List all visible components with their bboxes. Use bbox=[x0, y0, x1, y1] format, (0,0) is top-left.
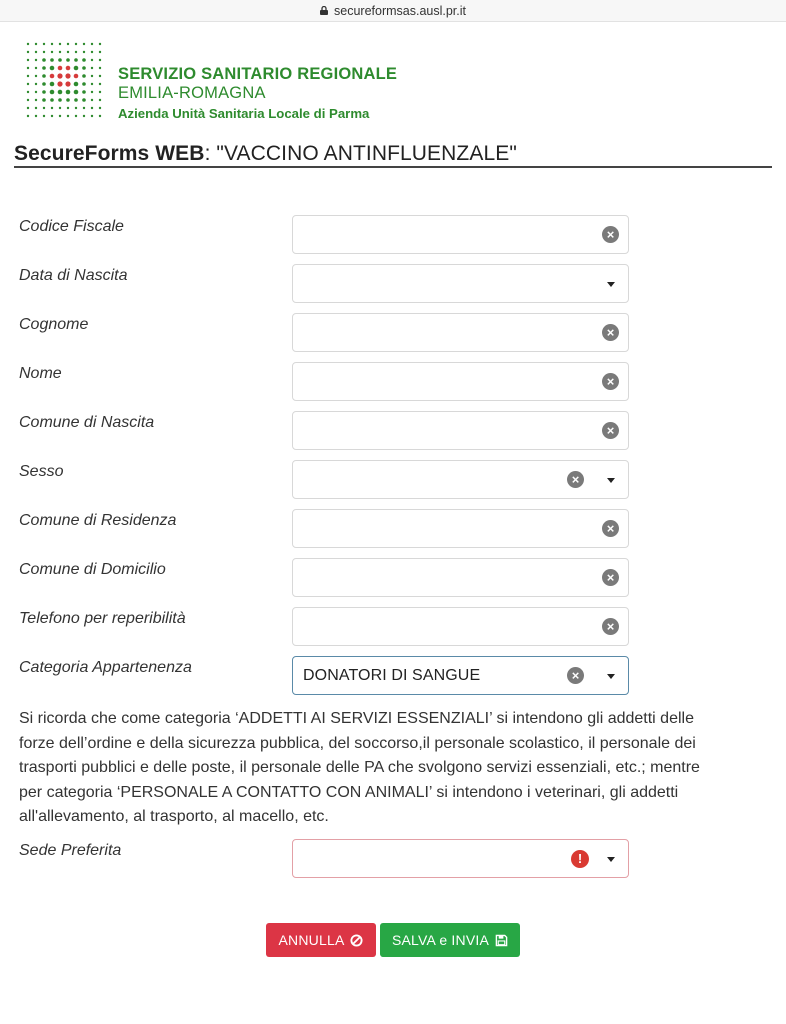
logo-dot bbox=[91, 51, 93, 53]
logo-line-3: Azienda Unità Sanitaria Locale di Parma bbox=[118, 106, 370, 121]
logo-dot bbox=[99, 75, 101, 77]
telefono-input[interactable] bbox=[292, 607, 629, 646]
logo-dot bbox=[59, 107, 61, 109]
logo-dot bbox=[50, 82, 55, 87]
error-icon: ! bbox=[571, 850, 589, 868]
logo-dot bbox=[91, 91, 93, 93]
logo-dot bbox=[42, 82, 46, 86]
save-button-label: SALVA e INVIA bbox=[391, 932, 490, 948]
logo-dot bbox=[74, 82, 79, 87]
logo-dot bbox=[67, 51, 69, 53]
form-row-comune-residenza bbox=[0, 509, 786, 549]
floppy-disk-icon bbox=[495, 934, 508, 947]
logo-dot bbox=[43, 43, 45, 45]
logo-dot bbox=[67, 107, 69, 109]
logo-dot bbox=[35, 59, 37, 61]
logo-dot bbox=[51, 115, 53, 117]
logo-dot bbox=[66, 98, 70, 102]
logo-dot bbox=[99, 51, 101, 53]
cancel-button-label: ANNULLA bbox=[278, 932, 345, 948]
logo-dot bbox=[35, 43, 37, 45]
logo-dot bbox=[91, 115, 93, 117]
comune-nascita-input[interactable] bbox=[292, 411, 629, 450]
form-row-sede-preferita bbox=[0, 839, 786, 879]
logo-dot bbox=[42, 66, 46, 70]
url-text: secureformsas.ausl.pr.it bbox=[334, 3, 466, 18]
clear-icon[interactable]: × bbox=[602, 569, 619, 586]
logo-dot bbox=[35, 107, 37, 109]
logo-dot bbox=[50, 74, 55, 79]
logo-dot bbox=[51, 51, 53, 53]
logo-dot bbox=[74, 90, 79, 95]
chevron-down-icon[interactable] bbox=[607, 857, 615, 862]
sede-preferita-select[interactable] bbox=[292, 839, 629, 878]
logo-dot bbox=[58, 58, 62, 62]
chevron-down-icon[interactable] bbox=[607, 282, 615, 287]
codice-fiscale-input[interactable] bbox=[292, 215, 629, 254]
logo-dot bbox=[67, 43, 69, 45]
logo-dot bbox=[35, 75, 37, 77]
logo-dot bbox=[99, 107, 101, 109]
logo-dot bbox=[50, 98, 54, 102]
ban-icon bbox=[350, 934, 363, 947]
logo-dot bbox=[27, 91, 29, 93]
logo-dot bbox=[91, 107, 93, 109]
form-row-cognome bbox=[0, 313, 786, 353]
logo-dot bbox=[51, 43, 53, 45]
logo-dot bbox=[91, 83, 93, 85]
categoria-appartenenza-select[interactable] bbox=[292, 656, 629, 695]
page-title bbox=[14, 142, 517, 166]
logo-dot bbox=[75, 115, 77, 117]
logo-dot bbox=[74, 74, 79, 79]
logo-dot bbox=[83, 43, 85, 45]
field-label: Comune di Nascita bbox=[19, 414, 155, 431]
logo-dot bbox=[99, 99, 101, 101]
clear-icon[interactable]: × bbox=[602, 324, 619, 341]
logo-dot bbox=[65, 73, 70, 78]
lock-icon bbox=[320, 6, 328, 15]
logo-dot bbox=[59, 51, 61, 53]
logo-dot bbox=[91, 67, 93, 69]
field-label: Nome bbox=[19, 365, 62, 382]
clear-icon[interactable]: × bbox=[567, 471, 584, 488]
logo-text bbox=[118, 64, 397, 125]
clear-icon[interactable]: × bbox=[602, 520, 619, 537]
clear-icon[interactable]: × bbox=[602, 373, 619, 390]
cognome-input[interactable] bbox=[292, 313, 629, 352]
logo-dot bbox=[50, 66, 55, 71]
logo-dot bbox=[43, 107, 45, 109]
logo-line-1: SERVIZIO SANITARIO REGIONALE bbox=[118, 65, 398, 83]
logo-dot bbox=[82, 58, 86, 62]
logo-dot-grid-icon bbox=[24, 40, 104, 120]
field-label: Data di Nascita bbox=[19, 267, 128, 284]
logo-dot bbox=[35, 115, 37, 117]
logo-dot bbox=[82, 90, 86, 94]
form-row-sesso bbox=[0, 460, 786, 500]
logo-dot bbox=[42, 74, 46, 78]
logo-dot bbox=[57, 73, 62, 78]
category-info-note: Si ricorda che come categoria ‘ADDETTI AI SERVIZI ESSENZIALI’ si intendono gli addetti delle forze dell’ordine e della sicurezza pubblica, del soccorso,il personale scolastico, il personale dei trasporti pubblici e delle poste, il personale delle PA che svolgono servizi essenziali, etc.; mentre per categoria ‘PERSONALE A CONTATTO CON ANIMALI’ si intendono i veterinari, gli addetti all'allevamento, al trasporto, al macello, etc. bbox=[19, 710, 700, 825]
field-label: Codice Fiscale bbox=[19, 218, 124, 235]
field-label: Comune di Residenza bbox=[19, 512, 177, 529]
logo-dot bbox=[27, 75, 29, 77]
logo-dot bbox=[82, 82, 86, 86]
chevron-down-icon[interactable] bbox=[607, 674, 615, 679]
logo-dot bbox=[35, 83, 37, 85]
logo-dot bbox=[35, 51, 37, 53]
logo-dot bbox=[83, 115, 85, 117]
browser-url-bar[interactable] bbox=[0, 0, 786, 22]
logo-dot bbox=[27, 43, 29, 45]
logo-dot bbox=[27, 83, 29, 85]
comune-domicilio-input[interactable] bbox=[292, 558, 629, 597]
logo-dot bbox=[82, 66, 86, 70]
clear-icon[interactable]: × bbox=[567, 667, 584, 684]
logo-dot bbox=[66, 58, 70, 62]
form-row-data-nascita bbox=[0, 264, 786, 304]
logo-dot bbox=[75, 43, 77, 45]
organization-logo bbox=[24, 40, 397, 125]
logo-dot bbox=[99, 67, 101, 69]
logo-dot bbox=[99, 91, 101, 93]
logo-dot bbox=[42, 98, 46, 102]
logo-dot bbox=[83, 51, 85, 53]
logo-dot bbox=[74, 98, 78, 102]
logo-dot bbox=[66, 90, 71, 95]
field-label: Categoria Appartenenza bbox=[19, 659, 192, 676]
logo-dot bbox=[91, 75, 93, 77]
logo-dot bbox=[50, 58, 54, 62]
form-row-comune-domicilio bbox=[0, 558, 786, 598]
field-label: Cognome bbox=[19, 316, 89, 333]
logo-dot bbox=[35, 99, 37, 101]
save-and-send-button[interactable] bbox=[380, 923, 520, 957]
page-title-suffix: : "VACCINO ANTINFLUENZALE" bbox=[204, 142, 517, 165]
logo-dot bbox=[65, 81, 70, 86]
logo-dot bbox=[42, 58, 46, 62]
logo-dot bbox=[59, 115, 61, 117]
title-divider bbox=[14, 166, 772, 168]
logo-dot bbox=[35, 67, 37, 69]
logo-line-2: EMILIA-ROMAGNA bbox=[118, 84, 266, 102]
logo-dot bbox=[83, 107, 85, 109]
logo-dot bbox=[99, 83, 101, 85]
logo-dot bbox=[27, 107, 29, 109]
logo-dot bbox=[58, 98, 62, 102]
logo-dot bbox=[66, 66, 71, 71]
logo-dot bbox=[75, 51, 77, 53]
logo-dot bbox=[82, 74, 86, 78]
logo-dot bbox=[99, 59, 101, 61]
logo-dot bbox=[91, 43, 93, 45]
logo-dot bbox=[43, 115, 45, 117]
field-label: Comune di Domicilio bbox=[19, 561, 166, 578]
form-row-codice-fiscale bbox=[0, 215, 786, 255]
logo-dot bbox=[35, 91, 37, 93]
chevron-down-icon[interactable] bbox=[607, 478, 615, 483]
logo-dot bbox=[91, 99, 93, 101]
field-value: DONATORI DI SANGUE bbox=[303, 667, 481, 684]
logo-dot bbox=[58, 90, 63, 95]
clear-icon[interactable]: × bbox=[602, 618, 619, 635]
nome-input[interactable] bbox=[292, 362, 629, 401]
logo-dot bbox=[27, 51, 29, 53]
logo-dot bbox=[74, 58, 78, 62]
logo-dot bbox=[59, 43, 61, 45]
logo-dot bbox=[42, 90, 46, 94]
clear-icon[interactable]: × bbox=[602, 422, 619, 439]
logo-dot bbox=[27, 59, 29, 61]
page-title-brand: SecureForms WEB bbox=[14, 142, 205, 165]
sesso-select[interactable] bbox=[292, 460, 629, 499]
data-nascita-select[interactable] bbox=[292, 264, 629, 303]
cancel-button[interactable] bbox=[266, 923, 376, 957]
clear-icon[interactable]: × bbox=[602, 226, 619, 243]
form-row-categoria bbox=[0, 656, 786, 696]
logo-dot bbox=[43, 51, 45, 53]
logo-dot bbox=[74, 66, 79, 71]
logo-dot bbox=[57, 81, 62, 86]
logo-dot bbox=[99, 115, 101, 117]
logo-dot bbox=[99, 43, 101, 45]
logo-dot bbox=[27, 99, 29, 101]
logo-dot bbox=[75, 107, 77, 109]
field-label: Telefono per reperibilità bbox=[19, 610, 186, 627]
comune-residenza-input[interactable] bbox=[292, 509, 629, 548]
logo-dot bbox=[27, 67, 29, 69]
logo-dot bbox=[27, 115, 29, 117]
logo-dot bbox=[51, 107, 53, 109]
logo-dot bbox=[91, 59, 93, 61]
logo-dot bbox=[58, 66, 63, 71]
form-row-telefono bbox=[0, 607, 786, 647]
field-label: Sede Preferita bbox=[19, 842, 122, 859]
logo-dot bbox=[50, 90, 55, 95]
field-label: Sesso bbox=[19, 463, 64, 480]
logo-dot bbox=[82, 98, 86, 102]
form-row-nome bbox=[0, 362, 786, 402]
form-row-comune-nascita bbox=[0, 411, 786, 451]
logo-dot bbox=[67, 115, 69, 117]
